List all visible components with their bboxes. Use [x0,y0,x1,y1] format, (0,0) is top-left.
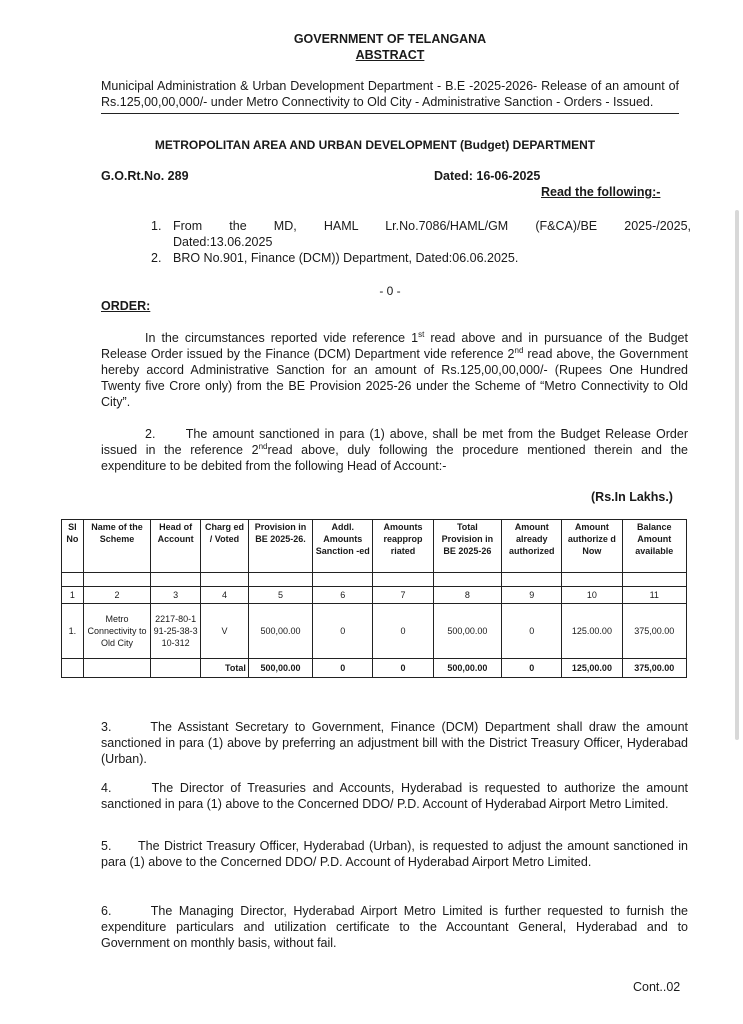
reference-number: 1. [151,219,162,233]
order-date: Dated: 16-06-2025 [434,169,541,183]
column-header: Provision in BE 2025-26. [248,520,312,573]
section-separator: - 0 - [379,284,401,298]
total-cell: 0 [313,659,373,678]
column-index: 6 [313,587,373,604]
reference-text: From the MD, HAML Lr.No.7086/HAML/GM (F&CA)/BE 2025-/2025, Dated:13.06.2025 [173,219,691,249]
table-total-row [62,659,687,678]
table-header-row [62,520,687,573]
table-cell: 500,00.00 [433,604,502,659]
table-cell: Metro Connectivity to Old City [83,604,150,659]
table-cell: V [201,604,249,659]
total-cell: 125,00.00 [562,659,622,678]
column-header: Balance Amount available [622,520,686,573]
government-heading: GOVERNMENT OF TELANGANA [293,32,487,46]
reference-item [151,250,691,266]
column-index: 4 [201,587,249,604]
table-index-row [62,587,687,604]
table-cell: 125.00.00 [562,604,622,659]
order-heading: ORDER: [101,299,151,313]
total-cell: 0 [502,659,562,678]
paragraph-2-part: 2. The amount sanctioned in para (1) above, shall be met from the Budget Release Order issued in the reference 2 [101,427,688,457]
table-cell: 0 [502,604,562,659]
table-row [62,604,687,659]
total-cell: 0 [373,659,433,678]
column-index: 1 [62,587,84,604]
table-cell [151,659,201,678]
column-header: Addl. Amounts Sanction -ed [313,520,373,573]
total-cell: 500,00.00 [248,659,312,678]
paragraph-4: 4. The Director of Treasuries and Accounts, Hyderabad is requested to authorize the amount sanctioned in para (1) above to the Concerned DDO/ P.D. Account of Hyderabad Airport Metro Limited. [101,781,688,811]
table-cell: 0 [373,604,433,659]
reference-item [151,218,691,250]
paragraph-3: 3. The Assistant Secretary to Government, Finance (DCM) Department shall draw the amount sanctioned in para (1) above by preferring an adjustment bill with the District Treasury Officer, Hyderabad (Urban). [101,720,688,766]
column-index: 5 [248,587,312,604]
column-header: Amount authorize d Now [562,520,622,573]
paragraph-6: 6. The Managing Director, Hyderabad Airport Metro Limited is further requested to furnish the expenditure particulars and utilization certificate to the Accountant General, Hyderabad and to Government on monthly basis, without fail. [101,904,688,950]
column-index: 8 [433,587,502,604]
superscript: nd [258,441,268,451]
paragraph-2-part: read above, duly following the procedure mentioned therein and the expenditure to be debited from the following Head of Account:- [101,443,688,473]
reference-number: 2. [151,251,162,265]
superscript: nd [514,345,524,355]
column-header: Sl No [62,520,84,573]
table-cell: 0 [313,604,373,659]
superscript: st [418,329,425,339]
paragraph-1-part: read above and in pursuance of the Budget Release Order issued by the Finance (DCM) Department vide reference 2 [101,331,688,361]
paragraph-1 [101,330,688,410]
table-cell: 375,00.00 [622,604,686,659]
table-cell [83,659,150,678]
column-index: 2 [83,587,150,604]
column-header: Amounts reapprop riated [373,520,433,573]
paragraph-1-part: In the circumstances reported vide reference 1 [145,331,419,345]
subject-text: Municipal Administration & Urban Development Department - B.E -2025-2026- Release of an amount of Rs.125,00,00,000/- under Metro Connectivity to Old City - Administrative Sanction - Orders - Issued. [101,78,679,114]
table-cell: 1. [62,604,84,659]
department-heading: METROPOLITAN AREA AND URBAN DEVELOPMENT (Budget) DEPARTMENT [154,138,596,152]
reference-text: BRO No.901, Finance (DCM)) Department, Dated:06.06.2025. [173,251,519,265]
column-index: 11 [622,587,686,604]
table-spacer-row [62,573,687,587]
units-note: (Rs.In Lakhs.) [591,490,673,504]
references-list [151,218,691,266]
continuation-note: Cont..02 [633,980,681,994]
total-label: Total [201,659,249,678]
go-number: G.O.Rt.No. 289 [101,169,189,183]
column-index: 3 [151,587,201,604]
column-header: Amount already authorized [502,520,562,573]
paragraph-2 [101,426,688,474]
paragraph-1-part: read above, the Government hereby accord Administrative Sanction for an amount of Rs.125,00,00,000/- (Rupees One Hundred Twenty five Crore only) from the BE Provision 2025-26 under the Scheme of “Metro Connectivity to Old City”. [101,347,688,409]
paragraph-5: 5. The District Treasury Officer, Hyderabad (Urban), is requested to adjust the amount sanctioned in para (1) above to the Concerned DDO/ P.D. Account of Hyderabad Airport Metro Limited. [101,839,688,869]
abstract-heading: ABSTRACT [355,48,425,62]
column-index: 10 [562,587,622,604]
column-header: Charg ed / Voted [201,520,249,573]
table-cell: 2217-80-191-25-38-310-312 [151,604,201,659]
column-header: Head of Account [151,520,201,573]
total-cell: 500,00.00 [433,659,502,678]
total-cell: 375,00.00 [622,659,686,678]
column-index: 7 [373,587,433,604]
column-index: 9 [502,587,562,604]
column-header: Name of the Scheme [83,520,150,573]
column-header: Total Provision in BE 2025-26 [433,520,502,573]
table-cell: 500,00.00 [248,604,312,659]
allocation-table [61,519,687,678]
read-following-label: Read the following:- [541,185,661,199]
table-cell [62,659,84,678]
